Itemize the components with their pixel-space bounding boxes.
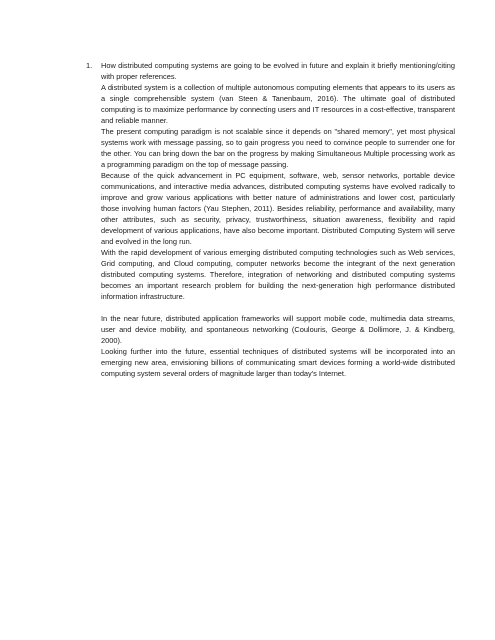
question-text: How distributed computing systems are going to be evolved in future and explain it briefly mentioning/citing with proper references. xyxy=(101,61,455,81)
paragraph-technologies: With the rapid development of various emerging distributed computing technologies such as Web services, Grid computing, and Cloud computing, computer networks become the integrant of the next generation distributed computing systems. Therefore, integration of networking and distributed computing systems becomes an important research problem for building the next-generation high performance distributed information infrastructure. xyxy=(101,248,455,301)
paragraph-further-future: Looking further into the future, essential techniques of distributed systems will be incorporated into an emerging new area, envisioning billions of communicating smart devices forming a world-wide distributed computing system several orders of magnitude larger than today's Internet. xyxy=(101,347,455,378)
paragraph-near-future: In the near future, distributed application frameworks will support mobile code, multimedia data streams, user and device mobility, and spontaneous networking (Coulouris, George & Dollimore, J. & Kindberg, 2000). xyxy=(101,314,455,345)
paragraph-gap xyxy=(101,302,455,313)
list-number: 1. xyxy=(86,61,93,70)
paragraph-paradigm: The present computing paradigm is not scalable since it depends on "shared memory", yet most physical systems work with message passing, so to gain progress you need to convince people to surrender one for the other. You can bring down the bar on the progress by making Simultaneous Multiple processing work as a programming paradigm on the top of message passing. xyxy=(101,127,455,169)
document-body xyxy=(86,60,455,379)
paragraph-definition: A distributed system is a collection of multiple autonomous computing elements that appears to its users as a single comprehensible system (van Steen & Tanenbaum, 2016). The ultimate goal of distributed computing is to maximize performance by connecting users and IT resources in a cost-effective, transparent and reliable manner. xyxy=(101,83,455,125)
paragraph-advancement: Because of the quick advancement in PC equipment, software, web, sensor networks, portable device communications, and interactive media advances, distributed computing systems have evolved radically to improve and grow various applications with better nature of administrations and lower cost, particularly those involving human factors (Yau Stephen, 2011). Besides reliability, performance and availability, many other attributes, such as security, privacy, trustworthiness, situation awareness, flexibility and rapid development of various applications, have also become important. Distributed Computing System will serve and evolved in the long run. xyxy=(101,171,455,246)
